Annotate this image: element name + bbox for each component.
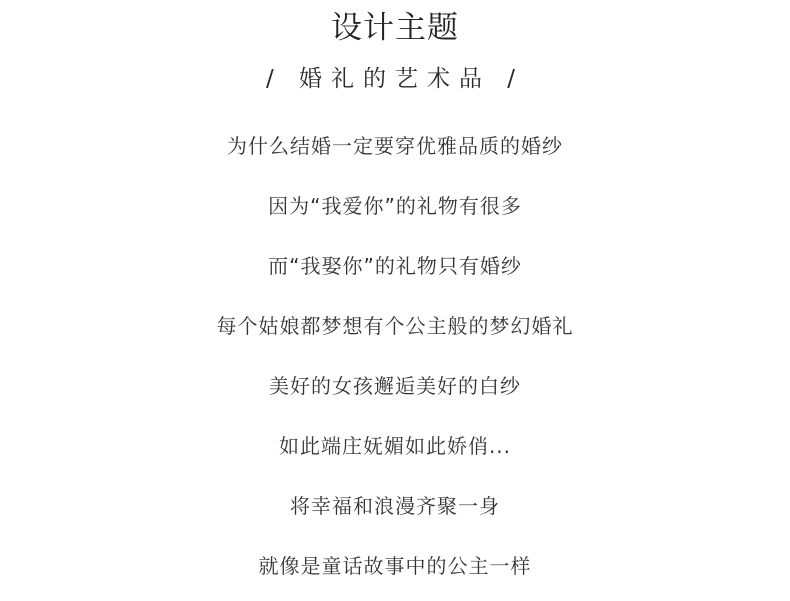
page-subtitle: / 婚礼的艺术品 /	[265, 66, 525, 92]
text-line: 为什么结婚一定要穿优雅品质的婚纱	[227, 134, 563, 158]
page-title: 设计主题	[331, 10, 459, 46]
text-line: 如此端庄妩媚如此娇俏...	[278, 434, 512, 458]
text-line: 美好的女孩邂逅美好的白纱	[269, 374, 521, 398]
text-line: 就像是童话故事中的公主一样	[258, 554, 532, 578]
text-line: 而“我娶你”的礼物只有婚纱	[268, 254, 522, 278]
text-line: 因为“我爱你”的礼物有很多	[268, 194, 522, 218]
text-line: 将幸福和浪漫齐聚一身	[290, 494, 500, 518]
text-line: 每个姑娘都梦想有个公主般的梦幻婚礼	[216, 314, 574, 338]
